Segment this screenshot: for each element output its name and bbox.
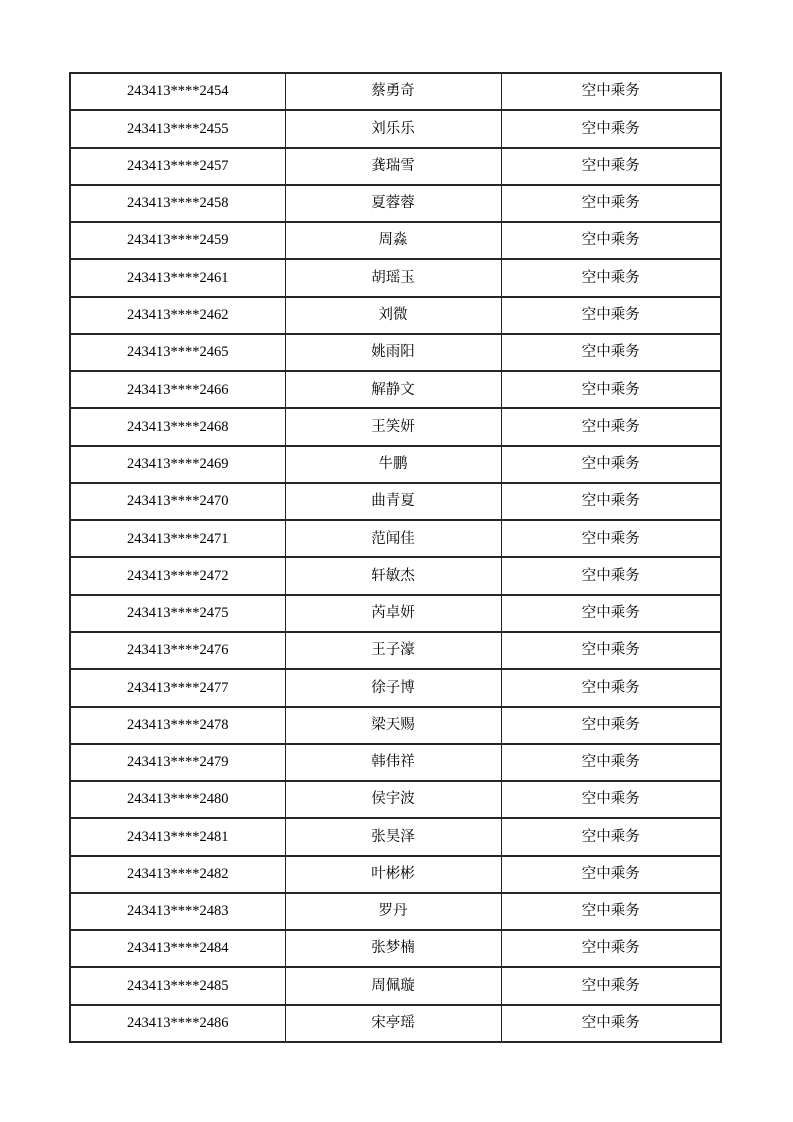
candidate-name-cell: 芮卓妍 — [285, 595, 501, 632]
candidate-name-cell: 蔡勇奇 — [285, 73, 501, 110]
candidate-name-cell: 龚瑞雪 — [285, 148, 501, 185]
candidate-id-cell: 243413****2461 — [70, 259, 285, 296]
candidate-name-cell: 侯宇波 — [285, 781, 501, 818]
candidate-name-cell: 轩敏杰 — [285, 557, 501, 594]
candidate-name-cell: 宋亭瑶 — [285, 1005, 501, 1042]
candidate-id-cell: 243413****2478 — [70, 707, 285, 744]
table-row — [70, 185, 721, 222]
major-cell: 空中乘务 — [501, 893, 721, 930]
major-cell: 空中乘务 — [501, 632, 721, 669]
table-row — [70, 781, 721, 818]
candidate-id-cell: 243413****2459 — [70, 222, 285, 259]
table-row — [70, 967, 721, 1004]
major-cell: 空中乘务 — [501, 930, 721, 967]
candidate-id-cell: 243413****2457 — [70, 148, 285, 185]
candidate-name-cell: 张昊泽 — [285, 818, 501, 855]
candidate-id-cell: 243413****2479 — [70, 744, 285, 781]
candidate-id-cell: 243413****2481 — [70, 818, 285, 855]
major-cell: 空中乘务 — [501, 669, 721, 706]
table-row — [70, 744, 721, 781]
candidate-id-cell: 243413****2482 — [70, 856, 285, 893]
candidate-name-cell: 解静文 — [285, 371, 501, 408]
candidate-id-cell: 243413****2472 — [70, 557, 285, 594]
table-row — [70, 520, 721, 557]
table-row — [70, 595, 721, 632]
candidate-id-cell: 243413****2484 — [70, 930, 285, 967]
candidate-name-cell: 胡瑶玉 — [285, 259, 501, 296]
candidate-name-cell: 梁天赐 — [285, 707, 501, 744]
table-row — [70, 557, 721, 594]
major-cell: 空中乘务 — [501, 557, 721, 594]
candidate-name-cell: 刘微 — [285, 297, 501, 334]
table-row — [70, 893, 721, 930]
major-cell: 空中乘务 — [501, 856, 721, 893]
candidate-name-cell: 张梦楠 — [285, 930, 501, 967]
candidate-id-cell: 243413****2466 — [70, 371, 285, 408]
candidate-name-cell: 范闻佳 — [285, 520, 501, 557]
major-cell: 空中乘务 — [501, 148, 721, 185]
major-cell: 空中乘务 — [501, 110, 721, 147]
major-cell: 空中乘务 — [501, 595, 721, 632]
candidate-id-cell: 243413****2465 — [70, 334, 285, 371]
table-row — [70, 856, 721, 893]
table-row — [70, 408, 721, 445]
candidate-name-cell: 牛鹏 — [285, 446, 501, 483]
major-cell: 空中乘务 — [501, 371, 721, 408]
table-row — [70, 110, 721, 147]
candidate-name-cell: 叶彬彬 — [285, 856, 501, 893]
candidate-id-cell: 243413****2470 — [70, 483, 285, 520]
table-row — [70, 669, 721, 706]
candidate-name-cell: 夏蓉蓉 — [285, 185, 501, 222]
candidate-name-cell: 曲青夏 — [285, 483, 501, 520]
candidate-id-cell: 243413****2476 — [70, 632, 285, 669]
candidate-id-cell: 243413****2469 — [70, 446, 285, 483]
candidate-name-cell: 周淼 — [285, 222, 501, 259]
major-cell: 空中乘务 — [501, 334, 721, 371]
major-cell: 空中乘务 — [501, 73, 721, 110]
candidate-id-cell: 243413****2458 — [70, 185, 285, 222]
major-cell: 空中乘务 — [501, 222, 721, 259]
table-row — [70, 818, 721, 855]
major-cell: 空中乘务 — [501, 1005, 721, 1042]
candidate-id-cell: 243413****2477 — [70, 669, 285, 706]
candidate-id-cell: 243413****2454 — [70, 73, 285, 110]
candidate-id-cell: 243413****2462 — [70, 297, 285, 334]
major-cell: 空中乘务 — [501, 483, 721, 520]
candidate-name-cell: 王子濠 — [285, 632, 501, 669]
candidate-id-cell: 243413****2486 — [70, 1005, 285, 1042]
candidate-id-cell: 243413****2483 — [70, 893, 285, 930]
major-cell: 空中乘务 — [501, 185, 721, 222]
candidate-id-cell: 243413****2480 — [70, 781, 285, 818]
table-row — [70, 483, 721, 520]
table-row — [70, 297, 721, 334]
candidate-name-cell: 姚雨阳 — [285, 334, 501, 371]
table-row — [70, 930, 721, 967]
major-cell: 空中乘务 — [501, 446, 721, 483]
major-cell: 空中乘务 — [501, 781, 721, 818]
candidate-name-cell: 刘乐乐 — [285, 110, 501, 147]
candidate-id-cell: 243413****2475 — [70, 595, 285, 632]
roster-table-body — [70, 73, 721, 1042]
table-row — [70, 1005, 721, 1042]
candidate-id-cell: 243413****2455 — [70, 110, 285, 147]
table-row — [70, 371, 721, 408]
major-cell: 空中乘务 — [501, 297, 721, 334]
candidate-name-cell: 周佩璇 — [285, 967, 501, 1004]
roster-table — [69, 72, 722, 1043]
major-cell: 空中乘务 — [501, 520, 721, 557]
major-cell: 空中乘务 — [501, 818, 721, 855]
table-row — [70, 446, 721, 483]
major-cell: 空中乘务 — [501, 707, 721, 744]
table-row — [70, 334, 721, 371]
table-row — [70, 259, 721, 296]
major-cell: 空中乘务 — [501, 967, 721, 1004]
candidate-name-cell: 徐子博 — [285, 669, 501, 706]
table-row — [70, 73, 721, 110]
table-row — [70, 632, 721, 669]
table-row — [70, 707, 721, 744]
major-cell: 空中乘务 — [501, 259, 721, 296]
table-row — [70, 222, 721, 259]
candidate-name-cell: 王笑妍 — [285, 408, 501, 445]
candidate-id-cell: 243413****2485 — [70, 967, 285, 1004]
table-row — [70, 148, 721, 185]
major-cell: 空中乘务 — [501, 744, 721, 781]
candidate-name-cell: 罗丹 — [285, 893, 501, 930]
candidate-name-cell: 韩伟祥 — [285, 744, 501, 781]
major-cell: 空中乘务 — [501, 408, 721, 445]
candidate-id-cell: 243413****2468 — [70, 408, 285, 445]
candidate-id-cell: 243413****2471 — [70, 520, 285, 557]
